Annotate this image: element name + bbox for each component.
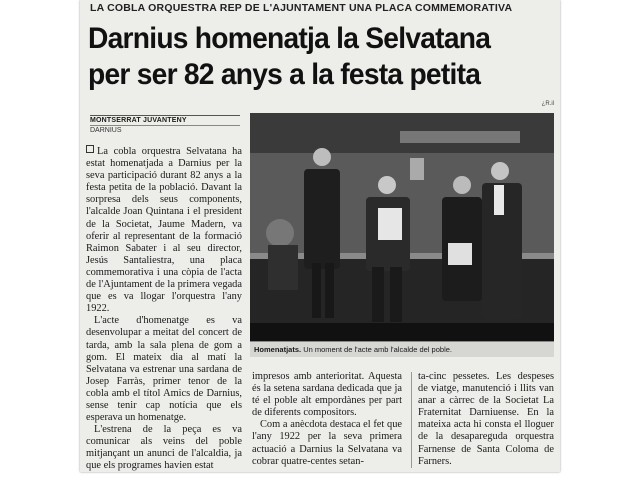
person-3-head (453, 176, 471, 194)
dateline: DARNIUS (90, 127, 122, 134)
column-divider (411, 372, 412, 468)
section-box-icon (86, 145, 94, 153)
person-1-head (313, 148, 331, 166)
paragraph-5: Com a anècdota destaca el fet que l'any 1922 per la seva primera actuació a Darnius la Selvatana va cobrar quatre-centes setan- (252, 419, 402, 467)
paragraph-2: L'acte d'homenatge es va desenvolupar a meitat del concert de tarda, amb la sala plena de gom a gom. El mateix dia al matí la Selvatana va estrenar una sardana de Josep Farràs, primer tenor de la cobla amb el títol Amics de Darnius, sense tenir cap notícia que els esperava un homenatge. (86, 315, 242, 424)
person-2-head (378, 176, 396, 194)
article-column-middle (252, 371, 402, 468)
byline: MONTSERRAT JUVANTENY (90, 115, 240, 126)
kicker-heading: LA COBLA ORQUESTRA REP DE L'AJUNTAMENT UNA PLACA COMMEMORATIVA (90, 2, 513, 14)
paragraph-4: impresos amb anterioritat. Aquesta és la setena sardana dedicada que ja té el poble alt empordànes per part de diferents compositors. (252, 371, 402, 419)
paragraph-6: ta-cinc pessetes. Les despeses de viatge, manutenció i llits van anar a càrrec de la Societat La Fraternitat Darniuense. En la mateixa acta hi consta el lloguer de la desapareguda orquestra Farnense de Santa Coloma de Farners. (418, 371, 554, 467)
page-code: ¿R.il (541, 101, 554, 107)
plaque-icon (378, 208, 402, 240)
photo-illustration (250, 113, 554, 341)
caption-label: Homenatjats. (254, 345, 302, 354)
person-4-head (491, 162, 509, 180)
headline-line-1: Darnius homenatja la Selvatana (88, 22, 491, 55)
article-column-left (86, 145, 242, 472)
document-icon (448, 243, 472, 265)
paragraph-1 (86, 145, 242, 315)
paragraph-1-text: La cobla orquestra Selvatana ha estat homenatjada a Darnius per la seva participació durant 82 anys a la festa petita de la població. Davant la sorpresa dels seus components, l'alcalde Joan Quintana i el president de la Societat, Jaume Madern, va oferir al representant de la formació Raimon Sabater i al seu director, Jesús Santaliestra, una placa commemorativa i una còpia de l'acta de l'Ajuntament de la primera vegada que es va llogar l'orquestra l'any 1922. (86, 146, 242, 315)
speaker-icon (410, 158, 424, 180)
headline-line-2: per ser 82 anys a la festa petita (88, 58, 481, 91)
newspaper-clipping (80, 0, 560, 472)
banner-icon (400, 131, 520, 143)
paragraph-3: L'estrena de la peça es va comunicar als veins del poble mitjançant un anunci de l'alcaldia, ja que els programes havien estat (86, 424, 242, 472)
caption-text: Un moment de l'acte amb l'alcalde del poble. (303, 345, 452, 354)
person-1-body (304, 169, 340, 269)
article-photo (250, 113, 554, 341)
article-column-right (418, 371, 554, 468)
photo-caption (250, 341, 554, 357)
